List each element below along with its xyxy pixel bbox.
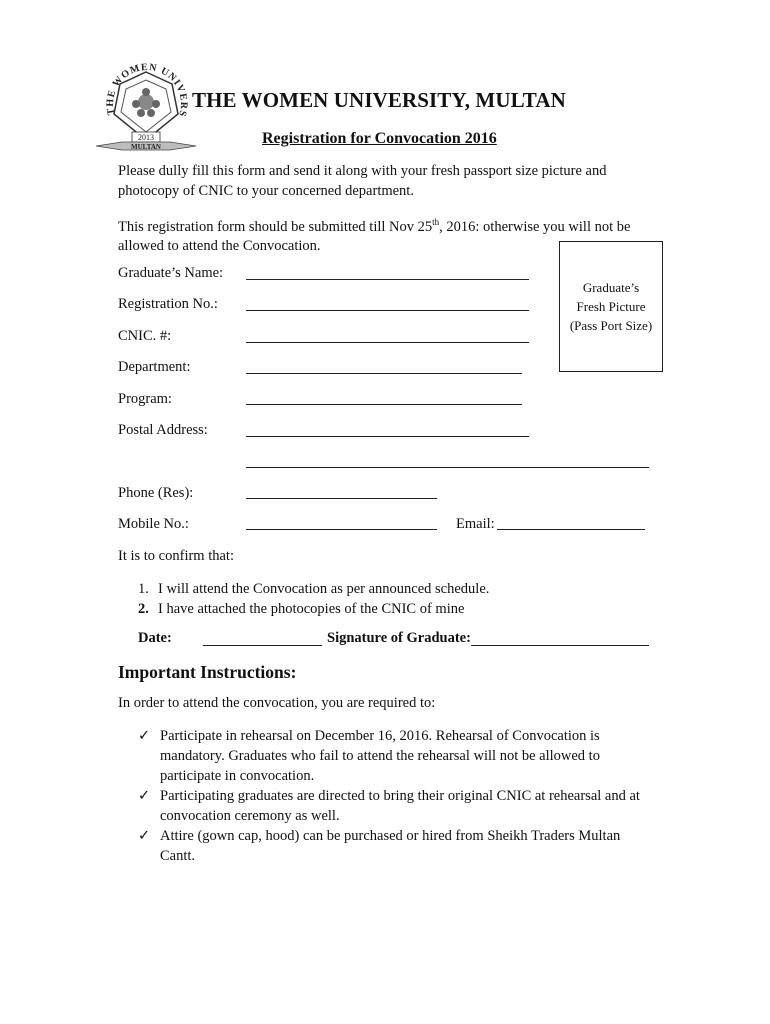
phone-res-label: Phone (Res):	[118, 485, 194, 501]
graduate-name-label: Graduate’s Name:	[118, 265, 224, 281]
program-field[interactable]	[246, 404, 522, 405]
university-name: THE WOMEN UNIVERSITY, MULTAN	[192, 88, 566, 112]
list-item: 1. I will attend the Convocation as per announced schedule.	[138, 581, 490, 597]
cnic-field[interactable]	[246, 342, 529, 343]
instructions-heading: Important Instructions:	[118, 662, 297, 682]
logo-arc-text: THE WOMEN UNIVERS	[104, 61, 190, 119]
signature-label: Signature of Graduate:	[327, 630, 471, 646]
list-item: ✓ Participating graduates are directed to bring their original CNIC at rehearsal and at convocation ceremony as well.	[138, 788, 640, 824]
postal-address-field-line-2[interactable]	[246, 467, 649, 468]
postal-address-label: Postal Address:	[118, 422, 208, 438]
department-label: Department:	[118, 359, 191, 375]
logo-year: 2013	[138, 133, 154, 142]
intro-paragraph-1: Please dully fill this form and send it along with your fresh passport size picture and photocopy of CNIC to your concerned department.	[118, 163, 607, 199]
list-item: 2. I have attached the photocopies of the CNIC of mine	[138, 601, 465, 617]
department-field[interactable]	[246, 373, 522, 374]
mobile-no-label: Mobile No.:	[118, 516, 189, 532]
intro-paragraph-2: This registration form should be submitted till Nov 25th, 2016: otherwise you will not be allowed to attend the Convocation.	[118, 217, 631, 255]
logo-city: MULTAN	[131, 143, 161, 151]
confirm-intro: It is to confirm that:	[118, 548, 234, 564]
signature-field[interactable]	[471, 645, 649, 646]
cnic-label: CNIC. #:	[118, 328, 172, 344]
registration-no-field[interactable]	[246, 310, 529, 311]
checkmark-icon: ✓	[138, 828, 151, 844]
photo-box-line-1: Graduate’s	[582, 280, 640, 295]
email-label: Email:	[456, 516, 495, 532]
photo-box-line-3: (Pass Port Size)	[569, 318, 653, 333]
registration-no-label: Registration No.:	[118, 296, 218, 312]
instructions-list	[138, 726, 658, 866]
checkmark-icon: ✓	[138, 788, 151, 804]
checkmark-icon: ✓	[138, 728, 151, 744]
instructions-intro: In order to attend the convocation, you are required to:	[118, 695, 436, 711]
list-item: ✓ Attire (gown cap, hood) can be purchased or hired from Sheikh Traders Multan Cantt.	[138, 828, 621, 864]
confirm-list	[138, 579, 489, 619]
list-item: ✓ Participate in rehearsal on December 16, 2016. Rehearsal of Convocation is mandatory. Graduates who fail to attend the rehearsal will not be allowed to participate in convocation.	[138, 728, 600, 784]
form-title: Registration for Convocation 2016	[262, 130, 497, 147]
postal-address-field[interactable]	[246, 436, 529, 437]
photo-box[interactable]	[559, 241, 663, 372]
mobile-no-field[interactable]	[246, 529, 437, 530]
date-label: Date:	[138, 630, 172, 646]
program-label: Program:	[118, 391, 172, 407]
university-logo	[92, 58, 200, 158]
photo-box-line-2: Fresh Picture	[576, 299, 646, 314]
email-field[interactable]	[497, 529, 645, 530]
phone-res-field[interactable]	[246, 498, 437, 499]
graduate-name-field[interactable]	[246, 279, 529, 280]
date-field[interactable]	[203, 645, 322, 646]
